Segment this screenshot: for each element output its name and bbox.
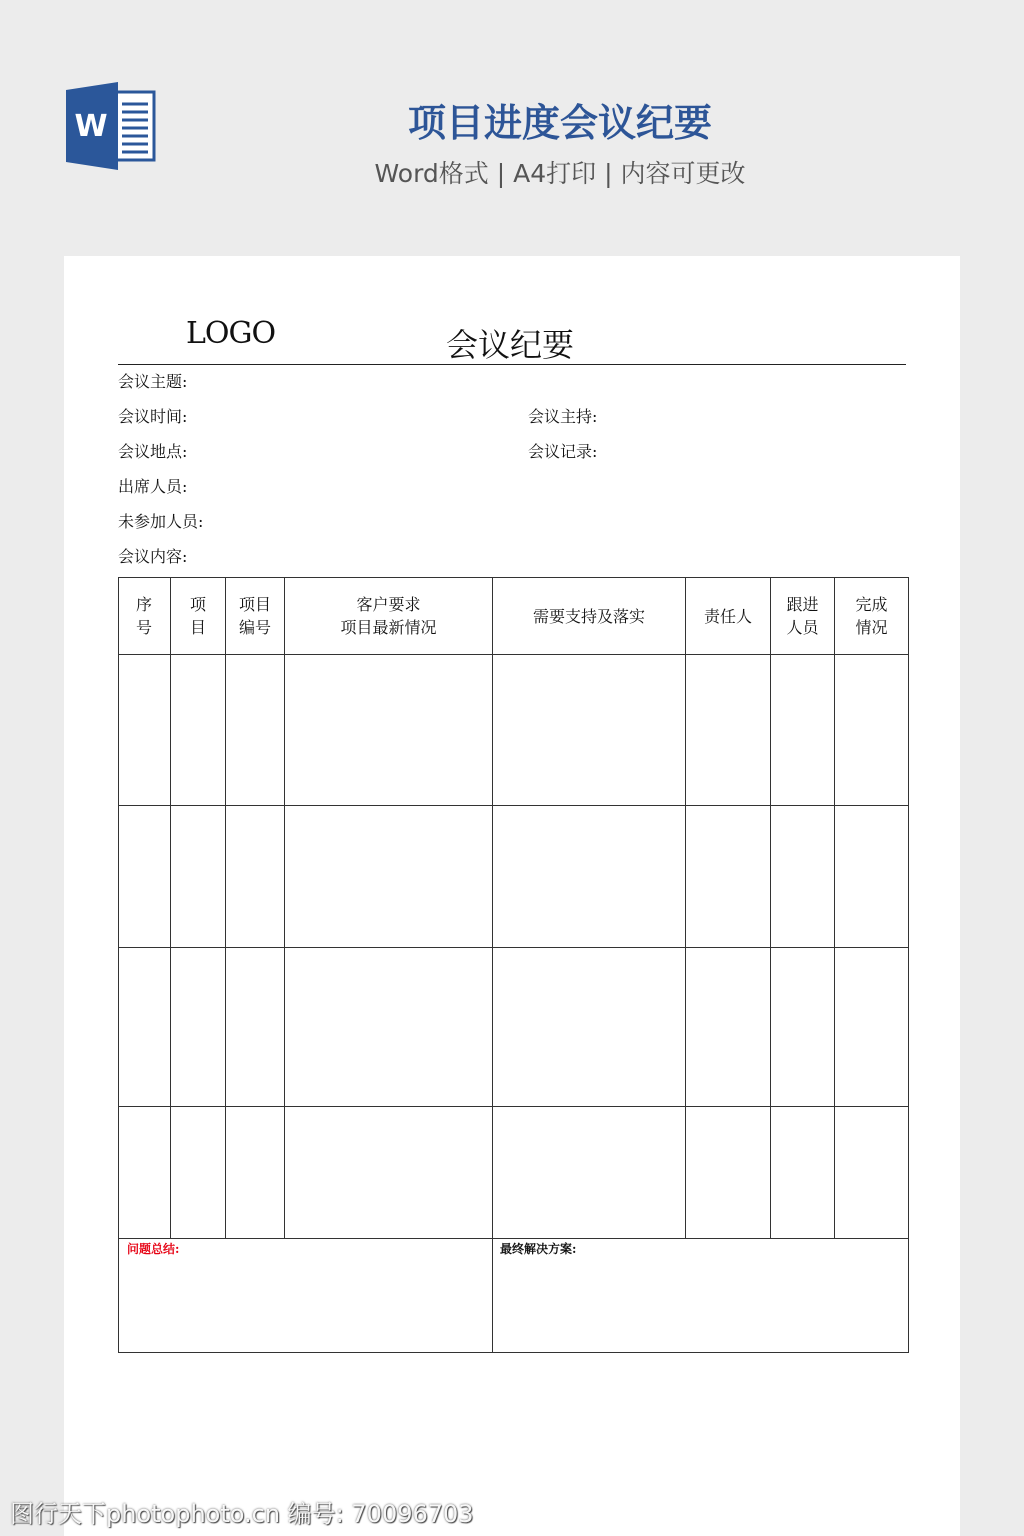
table-header-owner: 责任人 xyxy=(703,606,752,626)
table-header-customer-requirements: 客户要求 项目最新情况 xyxy=(340,595,437,637)
document-logo-placeholder: LOGO xyxy=(186,316,276,351)
svg-text:W: W xyxy=(74,109,108,144)
field-content: 会议内容: xyxy=(118,547,188,566)
field-topic: 会议主题: xyxy=(118,372,188,391)
table-header-follow-up: 跟进 人员 xyxy=(786,595,819,637)
table-header-item-code: 项目 编号 xyxy=(238,595,271,637)
field-absentees: 未参加人员: xyxy=(118,512,204,531)
field-time: 会议时间: xyxy=(118,407,188,426)
field-recorder: 会议记录: xyxy=(528,442,598,461)
field-place: 会议地点: xyxy=(118,442,188,461)
page-subtitle: Word格式 | A4打印 | 内容可更改 xyxy=(374,159,746,188)
problem-summary-label: 问题总结: xyxy=(127,1242,180,1256)
page-title: 项目进度会议纪要 xyxy=(407,101,712,145)
table-header-index: 序 号 xyxy=(135,595,152,637)
watermark: 图行天下photophoto.cn 编号: 70096703 xyxy=(10,1500,474,1528)
document-title: 会议纪要 xyxy=(446,326,575,364)
field-attendees: 出席人员: xyxy=(118,477,188,496)
table-header-completion: 完成 情况 xyxy=(855,595,888,637)
field-host: 会议主持: xyxy=(528,407,598,426)
final-solution-label: 最终解决方案: xyxy=(500,1242,577,1256)
table-header-item: 项 目 xyxy=(189,595,206,637)
table-header-support-needed: 需要支持及落实 xyxy=(532,606,645,626)
